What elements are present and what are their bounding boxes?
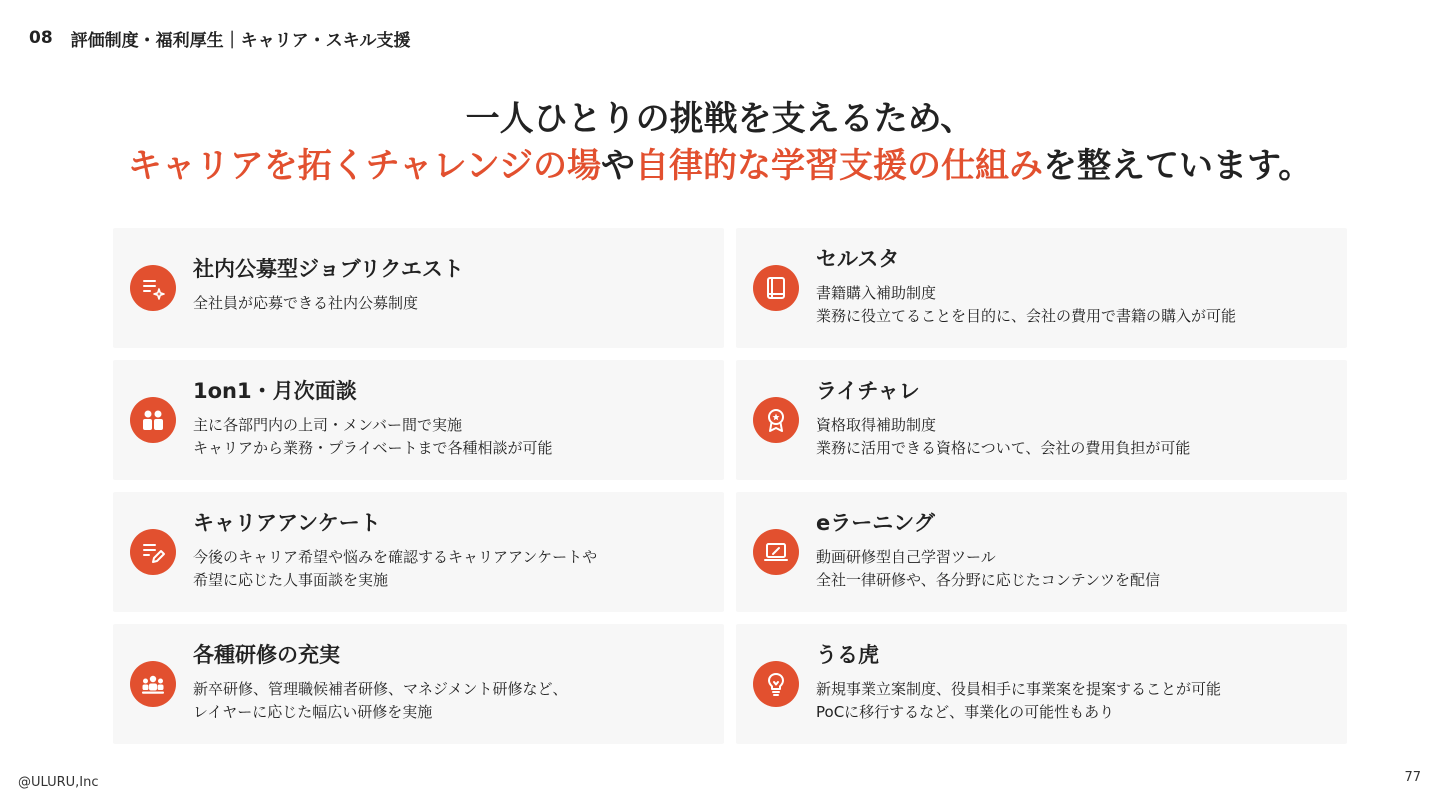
card-title: キャリアアンケート: [193, 511, 381, 535]
card-job-request: [113, 228, 724, 348]
document-sparkle-icon: [130, 265, 176, 311]
headline-line2: [0, 143, 1440, 190]
headline-accent-2: 自律的な学習支援の仕組み: [635, 146, 1043, 186]
card-raichare: [736, 360, 1347, 480]
card-description: [193, 414, 714, 460]
card-title: うる虎: [816, 643, 879, 667]
card-urutora: [736, 624, 1347, 744]
card-description-line: 資格取得補助制度: [816, 416, 937, 434]
section-title: 評価制度・福利厚生｜キャリア・スキル支援: [70, 30, 411, 51]
card-title: セルスタ: [816, 247, 900, 271]
card-description: [193, 292, 714, 315]
award-badge-icon: [753, 397, 799, 443]
headline-line1: 一人ひとりの挑戦を支えるため、: [465, 99, 975, 139]
card-description-line: レイヤーに応じた幅広い研修を実施: [193, 703, 433, 721]
company-name: @ULURU,Inc: [18, 775, 99, 790]
card-description: [816, 546, 1337, 592]
card-description-line: PoCに移行するなど、事業化の可能性もあり: [816, 703, 1115, 721]
card-selsta: [736, 228, 1347, 348]
two-people-icon: [130, 397, 176, 443]
card-description-line: 業務に役立てることを目的に、会社の費用で書籍の購入が可能: [816, 307, 1237, 325]
card-description-line: 新卒研修、管理職候補者研修、マネジメント研修など、: [193, 680, 568, 698]
page-header: [29, 26, 411, 50]
card-description: [816, 678, 1337, 724]
card-description-line: 主に各部門内の上司・メンバー間で実施: [193, 416, 462, 434]
headline-accent-1: キャリアを拓くチャレンジの場: [127, 146, 601, 186]
card-1on1: [113, 360, 724, 480]
headline-ending: を整えています。: [1043, 146, 1313, 186]
laptop-icon: [753, 529, 799, 575]
program-cards: [113, 228, 1347, 744]
card-description-line: 全社員が応募できる社内公募制度: [193, 294, 419, 312]
card-elearning: [736, 492, 1347, 612]
group-training-icon: [130, 661, 176, 707]
card-description-line: 今後のキャリア希望や悩みを確認するキャリアアンケートや: [193, 548, 598, 566]
headline-connector: や: [601, 146, 635, 186]
card-description-line: 書籍購入補助制度: [816, 284, 937, 302]
card-description-line: キャリアから業務・プライベートまで各種相談が可能: [193, 439, 553, 457]
card-title: 社内公募型ジョブリクエスト: [193, 257, 464, 281]
card-description-line: 動画研修型自己学習ツール: [816, 548, 996, 566]
card-description: [193, 546, 714, 592]
card-title: ライチャレ: [816, 379, 920, 403]
card-title: eラーニング: [816, 511, 935, 535]
card-description-line: 業務に活用できる資格について、会社の費用負担が可能: [816, 439, 1191, 457]
page-number: 77: [1404, 770, 1421, 785]
card-description: [193, 678, 714, 724]
card-training: [113, 624, 724, 744]
headline: [0, 96, 1440, 190]
card-description-line: 希望に応じた人事面談を実施: [193, 571, 389, 589]
card-description-line: 全社一律研修や、各分野に応じたコンテンツを配信: [816, 571, 1160, 589]
card-career-survey: [113, 492, 724, 612]
card-description: [816, 414, 1337, 460]
book-icon: [753, 265, 799, 311]
card-description: [816, 282, 1337, 328]
survey-pen-icon: [130, 529, 176, 575]
lightbulb-icon: [753, 661, 799, 707]
card-description-line: 新規事業立案制度、役員相手に事業案を提案することが可能: [816, 680, 1222, 698]
section-number: 08: [29, 28, 53, 48]
card-title: 1on1・月次面談: [193, 379, 357, 403]
card-title: 各種研修の充実: [193, 643, 340, 667]
